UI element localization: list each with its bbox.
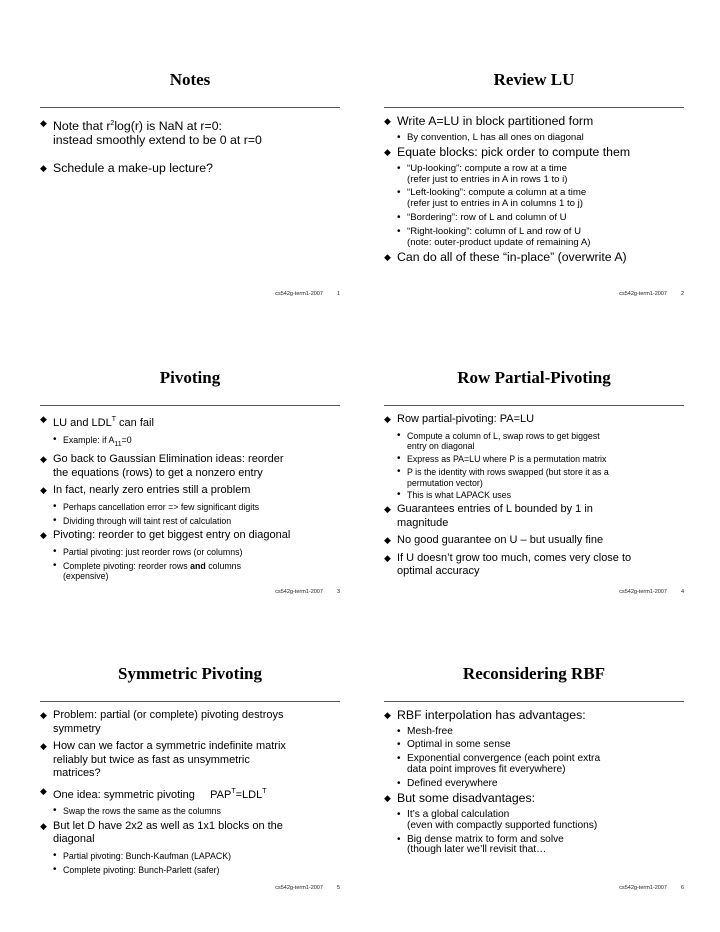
slide-title: Review LU [493, 70, 575, 89]
slide-footer: cs542g-term1-2007 1 [275, 291, 340, 297]
sub-bullet: • Dividing through will taint rest of calculation [53, 514, 232, 526]
bullet: ◆ Go back to Gaussian Elimination ideas: reorder the equations (rows) to get a nonzero entry [40, 453, 284, 479]
sub-bullet: • Big dense matrix to form and solve (though later we’ll revisit that… [397, 833, 564, 856]
slide-title: Notes [169, 70, 211, 89]
dot-bullet-icon: • [397, 162, 401, 174]
diamond-bullet-icon: ◆ [384, 535, 391, 546]
sub-bullet: • “Up-looking”: compute a row at a time (refer just to entries in A in rows 1 to i) [397, 162, 568, 185]
diamond-bullet-icon: ◆ [384, 793, 391, 804]
title-rule [40, 107, 340, 108]
sub-bullet: • Example: if $A_{11}=0$ [53, 433, 132, 448]
sub-bullet: • Express as PA=LU where P is a permutation matrix [397, 453, 607, 465]
diamond-bullet-icon: ◆ [384, 147, 391, 158]
sub-bullet: • Complete pivoting: Bunch-Parlett (safer) [53, 863, 220, 875]
dot-bullet-icon: • [53, 514, 57, 526]
dot-bullet-icon: • [397, 808, 401, 820]
slide-title: Row Partial-Pivoting [457, 368, 611, 387]
bullet: ◆ Equate blocks: pick order to compute them [384, 145, 631, 160]
slide-title: Pivoting [159, 368, 221, 387]
title-rule [384, 701, 684, 702]
title-rule [40, 701, 340, 702]
bullet: ◆ Problem: partial (or complete) pivoting destroys symmetry [40, 709, 284, 735]
sub-bullet: • “Bordering”: row of L and column of U [397, 211, 567, 223]
title-rule [384, 405, 684, 406]
dot-bullet-icon: • [397, 187, 401, 199]
diamond-bullet-icon: ◆ [40, 414, 47, 424]
diamond-bullet-icon: ◆ [384, 504, 391, 515]
diamond-bullet-icon: ◆ [40, 485, 47, 496]
dot-bullet-icon: • [397, 225, 401, 237]
bullet: ◆ No good guarantee on U – but usually fine [384, 534, 604, 547]
bullet: ◆ If U doesn’t grow too much, comes very close to optimal accuracy [384, 551, 632, 578]
diamond-bullet-icon: ◆ [384, 710, 391, 720]
slide-review-lu [384, 70, 684, 310]
dot-bullet-icon: • [397, 453, 401, 465]
bullet: ◆ Note that $r^2\log(r)$ is NaN at r=0: instead smoothly extend to be 0 at r=0 [40, 118, 262, 147]
dot-bullet-icon: • [397, 465, 401, 477]
bullet: ◆ But some disadvantages: [384, 791, 536, 806]
bullet: ◆ LU and $LDL^T$ can fail [40, 414, 154, 429]
sub-bullet: • Compute a column of L, swap rows to get biggest entry on diagonal [397, 429, 600, 452]
sub-bullet: • Partial pivoting: Bunch-Kaufman (LAPACK) [53, 849, 232, 861]
slide-title: Reconsidering RBF [462, 664, 606, 683]
sub-bullet: • Complete pivoting: reorder rows and columns (expensive) [53, 559, 241, 582]
diamond-bullet-icon: ◆ [40, 785, 47, 796]
diamond-bullet-icon: ◆ [40, 163, 47, 173]
diamond-bullet-icon: ◆ [40, 710, 47, 720]
dot-bullet-icon: • [53, 805, 57, 816]
dot-bullet-icon: • [397, 211, 401, 223]
slide-footer: cs542g-term1-2007 6 [619, 885, 684, 891]
sub-bullet: • Mesh-free [397, 725, 453, 737]
bullet: ◆ Pivoting: reorder to get biggest entry on diagonal [40, 529, 291, 542]
diamond-bullet-icon: ◆ [40, 454, 47, 465]
sub-bullet: • It’s a global calculation (even with compactly supported functions) [397, 808, 598, 831]
sub-bullet: • Swap the rows the same as the columns [53, 805, 221, 816]
bullet: ◆ One idea: symmetric pivoting $PAP^T=LDL^T$ [40, 785, 267, 801]
slide-footer: cs542g-term1-2007 3 [275, 589, 340, 595]
sub-bullet: • P is the identity with rows swapped (but store it as a permutation vector) [397, 465, 609, 488]
sub-bullet: • This is what LAPACK uses [397, 489, 511, 501]
slide-pivoting [40, 368, 340, 608]
slide-notes [40, 70, 340, 310]
dot-bullet-icon: • [53, 559, 57, 571]
slide-footer: cs542g-term1-2007 4 [619, 589, 684, 595]
dot-bullet-icon: • [53, 863, 57, 875]
dot-bullet-icon: • [53, 433, 57, 445]
sub-bullet: • By convention, L has all ones on diagonal [397, 131, 584, 143]
dot-bullet-icon: • [397, 429, 401, 441]
dot-bullet-icon: • [53, 500, 57, 512]
sub-bullet: • “Left-looking”: compute a column at a time (refer just to entries in A in columns 1 to j) [397, 187, 587, 210]
dot-bullet-icon: • [397, 753, 401, 765]
bullet: ◆ But let D have 2x2 as well as 1x1 blocks on the diagonal [40, 819, 283, 846]
diamond-bullet-icon: ◆ [384, 116, 391, 126]
slide-footer: cs542g-term1-2007 2 [619, 291, 684, 297]
slide-reconsidering-rbf [384, 664, 684, 904]
title-rule [40, 405, 340, 406]
diamond-bullet-icon: ◆ [384, 414, 391, 424]
diamond-bullet-icon: ◆ [40, 741, 47, 751]
diamond-bullet-icon: ◆ [40, 118, 47, 128]
diamond-bullet-icon: ◆ [40, 530, 47, 541]
dot-bullet-icon: • [397, 725, 401, 737]
bullet: ◆ Write A=LU in block partitioned form [384, 114, 594, 128]
slide-title: Symmetric Pivoting [118, 664, 262, 683]
diamond-bullet-icon: ◆ [384, 552, 391, 563]
diamond-bullet-icon: ◆ [384, 252, 391, 263]
dot-bullet-icon: • [397, 833, 401, 845]
dot-bullet-icon: • [397, 131, 401, 143]
dot-bullet-icon: • [397, 489, 401, 501]
sub-bullet: • Partial pivoting: just reorder rows (or columns) [53, 545, 243, 557]
bullet: ◆ Schedule a make-up lecture? [40, 161, 213, 175]
sub-bullet: • Defined everywhere [397, 777, 498, 789]
sub-bullet: • Optimal in some sense [397, 739, 511, 751]
bullet: ◆ In fact, nearly zero entries still a problem [40, 484, 251, 497]
dot-bullet-icon: • [53, 849, 57, 861]
bullet: ◆ RBF interpolation has advantages: [384, 708, 586, 722]
sub-bullet: • “Right-looking”: column of L and row of U (note: outer-product update of remaining A) [397, 225, 591, 248]
sub-bullet: • Exponential convergence (each point extra data point improves fit everywhere) [397, 753, 601, 775]
slide-footer: cs542g-term1-2007 5 [275, 885, 340, 891]
slide-symmetric-pivoting [40, 664, 340, 904]
sub-bullet: • Perhaps cancellation error => few significant digits [53, 500, 260, 512]
dot-bullet-icon: • [397, 777, 401, 789]
bullet: ◆ Guarantees entries of L bounded by 1 in magnitude [384, 503, 593, 529]
bullet: ◆ Row partial-pivoting: PA=LU [384, 413, 535, 425]
dot-bullet-icon: • [53, 545, 57, 557]
slide-row-partial-pivoting [384, 368, 684, 608]
bullet: ◆ How can we factor a symmetric indefinite matrix reliably but twice as fast as unsymmetric matrices? [40, 740, 286, 779]
diamond-bullet-icon: ◆ [40, 820, 47, 831]
dot-bullet-icon: • [397, 739, 401, 751]
bullet: ◆ Can do all of these “in-place” (overwrite A) [384, 250, 627, 265]
title-rule [384, 107, 684, 108]
